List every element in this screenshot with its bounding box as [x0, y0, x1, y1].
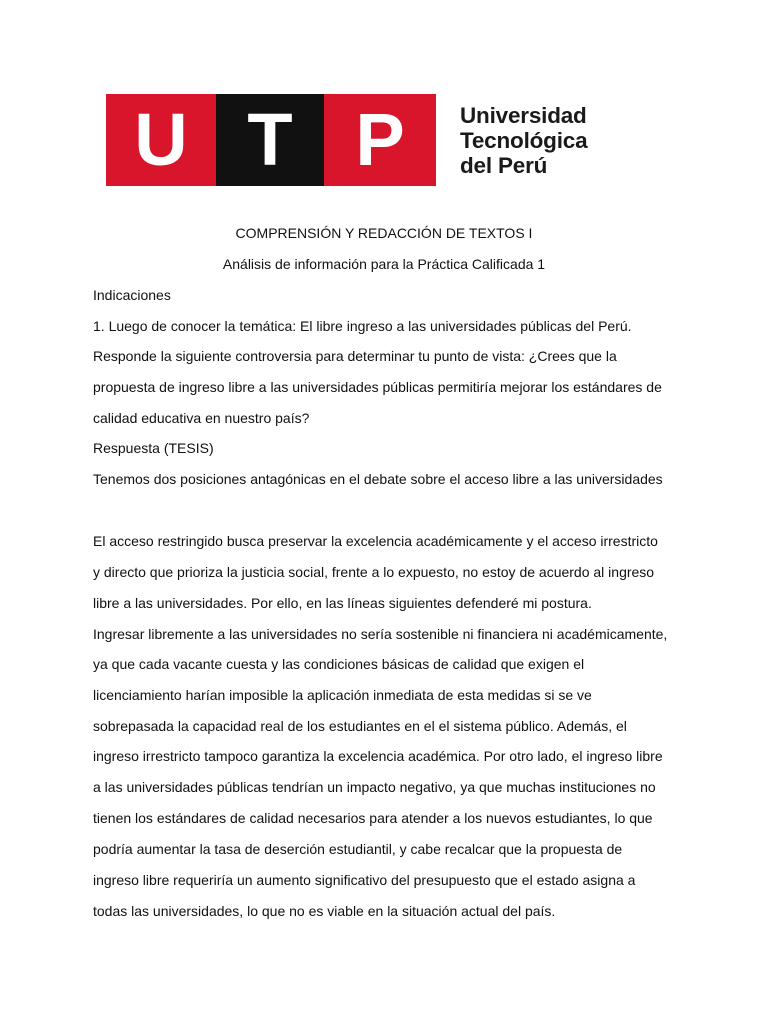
logo-name-line: Universidad [460, 102, 587, 128]
paragraph-line: y directo que prioriza la justicia social, frente a lo expuesto, no estoy de acuerdo al ingreso [93, 564, 655, 580]
logo-letter-blocks [106, 94, 436, 186]
logo-university-name [460, 103, 587, 178]
paragraph-line: Responde la siguiente controversia para determinar tu punto de vista: ¿Crees que la [93, 348, 617, 364]
utp-logo [106, 94, 587, 186]
paragraph-line: podría aumentar la tasa de deserción estudiantil, y cabe recalcar que la propuesta de [93, 841, 623, 857]
paragraph-line: calidad educativa en nuestro país? [93, 410, 310, 426]
section-heading-indicaciones: Indicaciones [93, 287, 171, 303]
paragraph-line: 1. Luego de conocer la temática: El libre ingreso a las universidades públicas del Perú. [93, 318, 632, 334]
paragraph-line: tienen los estándares de calidad necesarios para atender a los nuevos estudiantes, lo que [93, 810, 653, 826]
paragraph-line: Ingresar libremente a las universidades no sería sostenible ni financiera ni académicamente, [93, 626, 668, 642]
logo-letter-p: P [324, 94, 436, 186]
paragraph-line: libre a las universidades. Por ello, en las líneas siguientes defenderé mi postura. [93, 595, 592, 611]
section-heading-respuesta: Respuesta (TESIS) [93, 440, 214, 456]
document-subtitle: Análisis de información para la Práctica Calificada 1 [222, 256, 546, 272]
paragraph-line: a las universidades públicas tendrían un impacto negativo, ya que muchas instituciones no [93, 779, 656, 795]
course-title: COMPRENSIÓN Y REDACCIÓN DE TEXTOS I [235, 225, 533, 241]
logo-letter-u: U [106, 94, 216, 186]
logo-name-line: del Perú [460, 152, 548, 178]
paragraph-line: ya que cada vacante cuesta y las condiciones básicas de calidad que exigen el [93, 656, 585, 672]
logo-name-line: Tecnológica [460, 127, 588, 153]
paragraph-line: licenciamiento harían imposible la aplicación inmediata de esta medidas si se ve [93, 687, 592, 703]
paragraph-line: sobrepasada la capacidad real de los estudiantes en el el sistema público. Además, el [93, 718, 627, 734]
paragraph-line: ingreso libre requeriría un aumento significativo del presupuesto que el estado asigna a [93, 872, 636, 888]
logo-letter-t: T [216, 94, 324, 186]
paragraph-line: El acceso restringido busca preservar la excelencia académicamente y el acceso irrestricto [93, 533, 658, 549]
paragraph-line: propuesta de ingreso libre a las universidades públicas permitiría mejorar los estándares de [93, 379, 662, 395]
paragraph-line: ingreso irrestricto tampoco garantiza la excelencia académica. Por otro lado, el ingreso libre [93, 748, 663, 764]
paragraph-line: Tenemos dos posiciones antagónicas en el debate sobre el acceso libre a las universidades [93, 471, 663, 487]
paragraph-line: todas las universidades, lo que no es viable en la situación actual del país. [93, 903, 556, 919]
